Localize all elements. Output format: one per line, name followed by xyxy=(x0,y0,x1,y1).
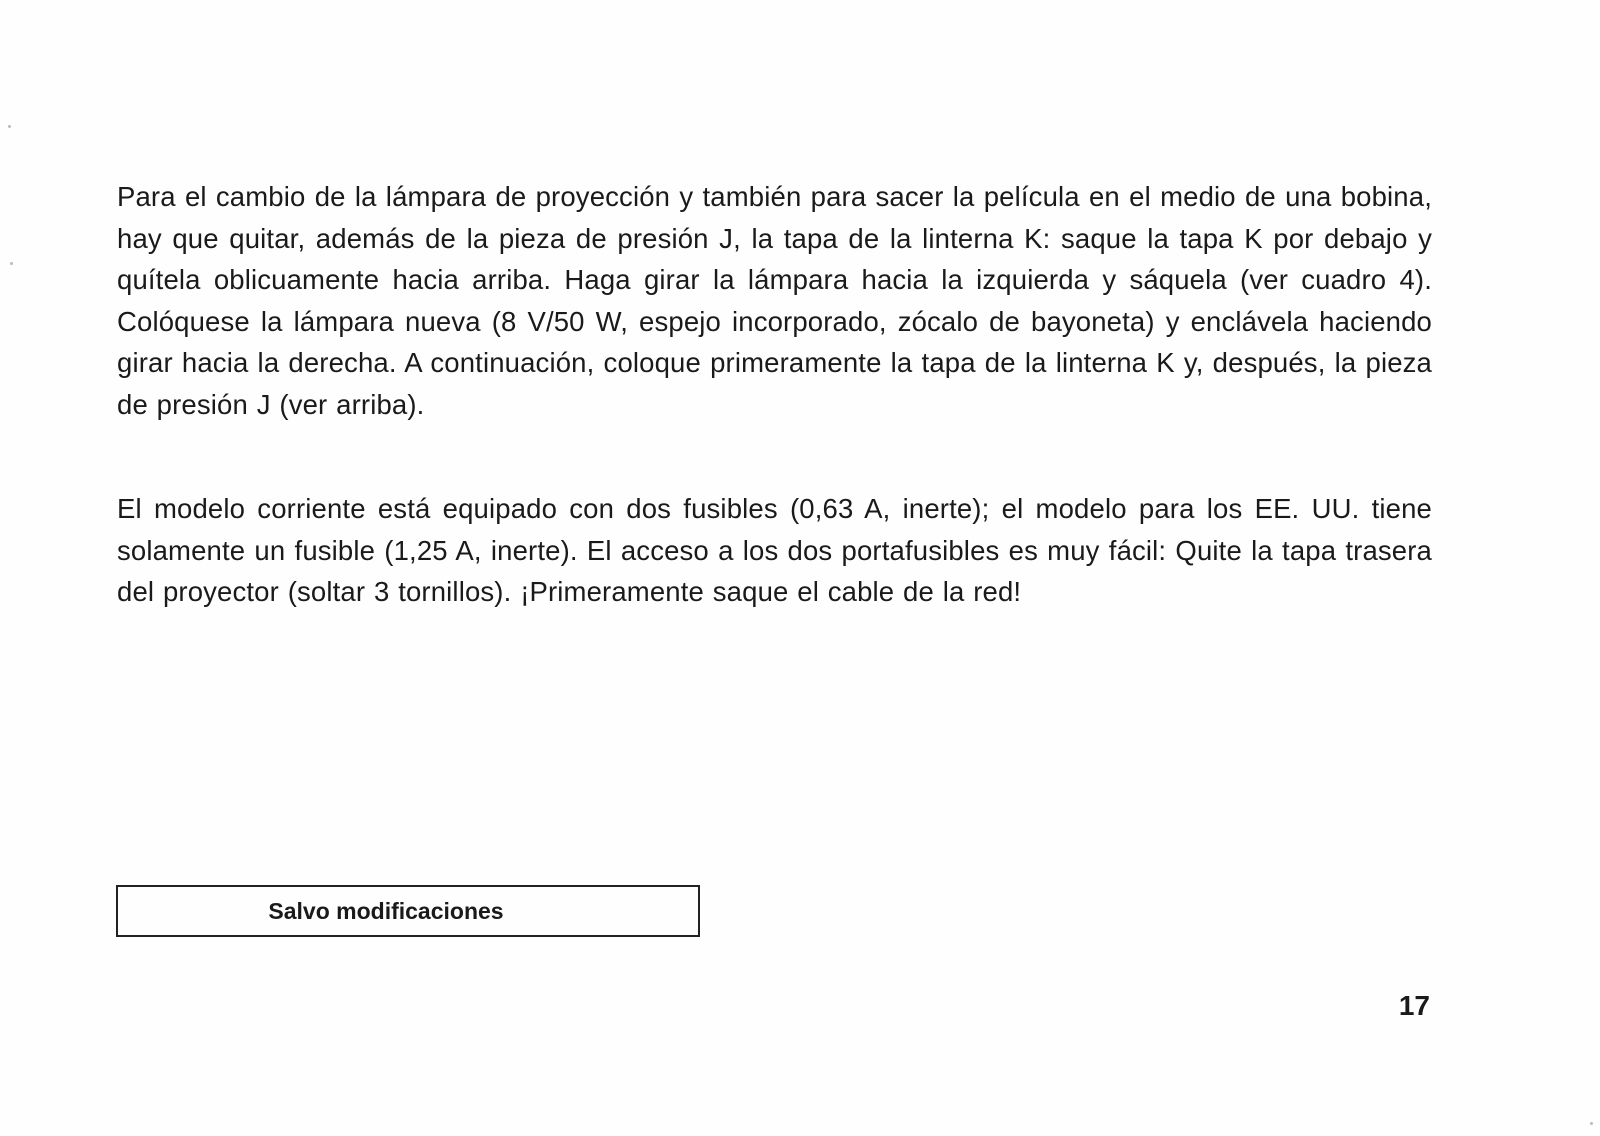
notice-box xyxy=(116,885,700,937)
scan-speck xyxy=(1590,1122,1593,1125)
notice-text: Salvo modificaciones xyxy=(268,897,504,924)
paragraph-fuses: El modelo corriente está equipado con dos fusibles (0,63 A, inerte); el modelo para los EE. UU. tiene solamente un fusible (1,25 A, inerte). El acceso a los dos portafusibles es muy fácil: Quite la tapa trasera del proyector (soltar 3 tornillos). ¡Primeramente saque el cable de la red! xyxy=(117,493,1432,607)
scan-speck xyxy=(10,262,13,265)
paragraph-lamp-replacement: Para el cambio de la lámpara de proyección y también para sacer la película en el medio de una bobina, hay que quitar, además de la pieza de presión J, la tapa de la linterna K: saque la tapa K por debajo y quítela oblicuamente hacia arriba. Haga girar la lámpara hacia la izquierda y sáquela (ver cuadro 4). Colóquese la lámpara nueva (8 V/50 W, espejo incorporado, zócalo de bayoneta) y enclávela haciendo girar hacia la derecha. A continuación, coloque primeramente la tapa de la linterna K y, después, la pieza de presión J (ver arriba). xyxy=(117,181,1432,420)
scan-speck xyxy=(8,125,11,128)
page-number: 17 xyxy=(1398,990,1430,1021)
